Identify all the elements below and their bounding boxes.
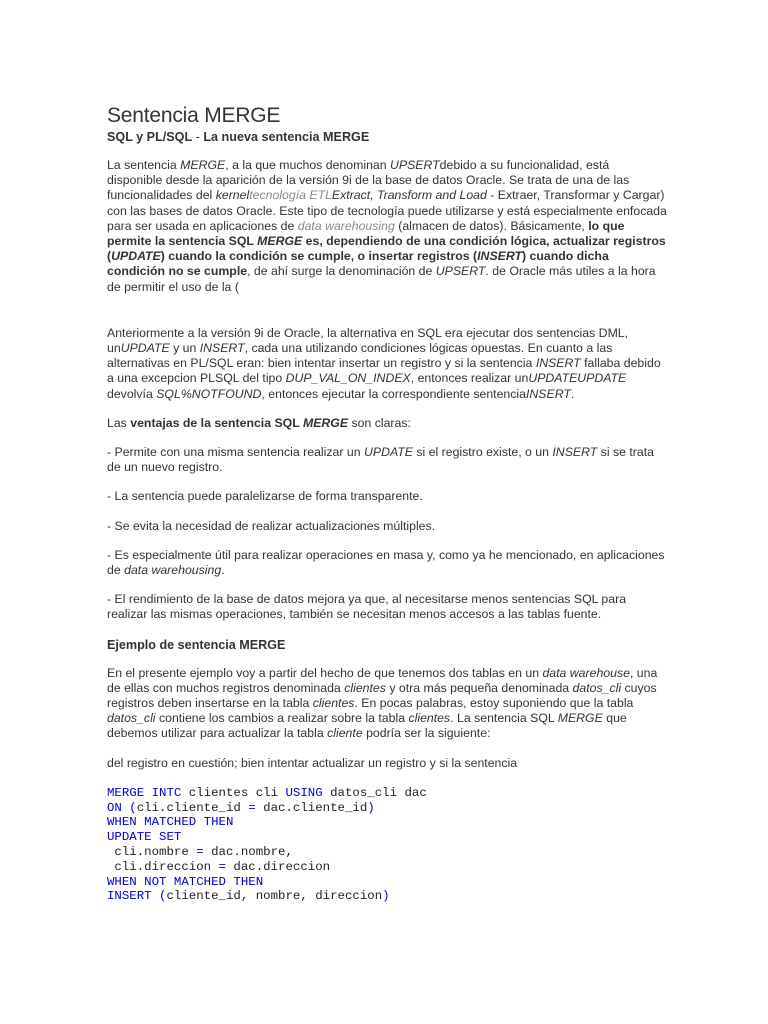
ventaja-item: - La sentencia puede paralelizarse de forma transparente. bbox=[107, 489, 423, 504]
sql-code-block: MERGE INTC clientes cli USING datos_cli dac ON (cli.cliente_id = dac.cliente_id) WHEN MATCHED THEN UPDATE SET cli.nombre = dac.nombre, cli.direccion = dac.direccion WHEN NOT MATCHED THEN INSERT (cliente_id, nombre, direccion) bbox=[107, 785, 427, 904]
subtitle-category: SQL y PL/SQL bbox=[107, 130, 193, 144]
intro-paragraph: La sentencia MERGE, a la que muchos denominan UPSERTdebido a su funcionalidad, está disponible desde la aparición de la versión 9i de la base de datos Oracle. Se trata de una de las funcionalidades del kerneltecnología ETLExtract, Transform and Load - Extraer, Transformar y Cargar) con las bases de datos Oracle. Este tipo de tecnología puede utilizarse y está especialmente enfocada para ser usada en aplicaciones de data warehousing (almacen de datos). Básicamente, lo que permite la sentencia SQL MERGE es, dependiendo de una condición lógica, actualizar registros (UPDATE) cuando la condición se cumple, o insertar registros (INSERT) cuando dicha condición no se cumple, de ahí surge la denominación de UPSERT. de Oracle más utiles a la hora de permitir el uso de la ( bbox=[107, 158, 667, 294]
subtitle-topic: La nueva sentencia MERGE bbox=[203, 130, 370, 144]
etl-link[interactable]: tecnología ETL bbox=[249, 188, 332, 203]
ejemplo-continuation: del registro en cuestión; bien intentar actualizar un registro y si la sentencia bbox=[107, 755, 518, 770]
ejemplo-heading: Ejemplo de sentencia MERGE bbox=[107, 637, 286, 652]
subtitle-separator: - bbox=[192, 130, 204, 144]
data-warehousing-link[interactable]: data warehousing bbox=[297, 218, 395, 233]
ventajas-intro: Las ventajas de la sentencia SQL MERGE son claras: bbox=[107, 415, 411, 430]
ventaja-item: - Se evita la necesidad de realizar actualizaciones múltiples. bbox=[107, 518, 436, 533]
document-page bbox=[107, 104, 667, 904]
ventaja-item: - Permite con una misma sentencia realizar un UPDATE si el registro existe, o un INSERT si se trata de un nuevo registro. bbox=[107, 445, 654, 475]
ventaja-item: - Es especialmente útil para realizar operaciones en masa y, como ya he mencionado, en aplicaciones de data warehousing. bbox=[107, 547, 665, 578]
ejemplo-paragraph: En el presente ejemplo voy a partir del hecho de que tenemos dos tablas en un data warehouse, una de ellas con muchos registros denominada clientes y otra más pequeña denominada datos_cli cuyos registros deben insertarse en la tabla clientes. En pocas palabras, estoy suponiendo que la tabla datos_cli contiene los cambios a realizar sobre la tabla clientes. La sentencia SQL MERGE que debemos utilizar para actualizar la tabla cliente podría ser la siguiente: bbox=[107, 665, 658, 741]
page-subtitle bbox=[107, 129, 667, 145]
anteriormente-paragraph: Anteriormente a la versión 9i de Oracle, la alternativa en SQL era ejecutar dos sentencias DML, unUPDATE y un INSERT, cada una utilizando condiciones lógicas opuestas. En cuanto a las alternativas en PL/SQL eran: bien intentar insertar un registro y si la sentencia INSERT fallaba debido a una excepcion PLSQL del tipo DUP_VAL_ON_INDEX, entonces realizar unUPDATEUPDATE devolvía SQL%NOTFOUND, entonces ejecutar la correspondiente sentenciaINSERT. bbox=[107, 325, 661, 401]
ventaja-item: - El rendimiento de la base de datos mejora ya que, al necesitarse menos sentencias SQL para realizar las mismas operaciones, también se necesitan menos accesos a las tablas fuente. bbox=[107, 592, 627, 622]
page-title: Sentencia MERGE bbox=[107, 104, 281, 127]
